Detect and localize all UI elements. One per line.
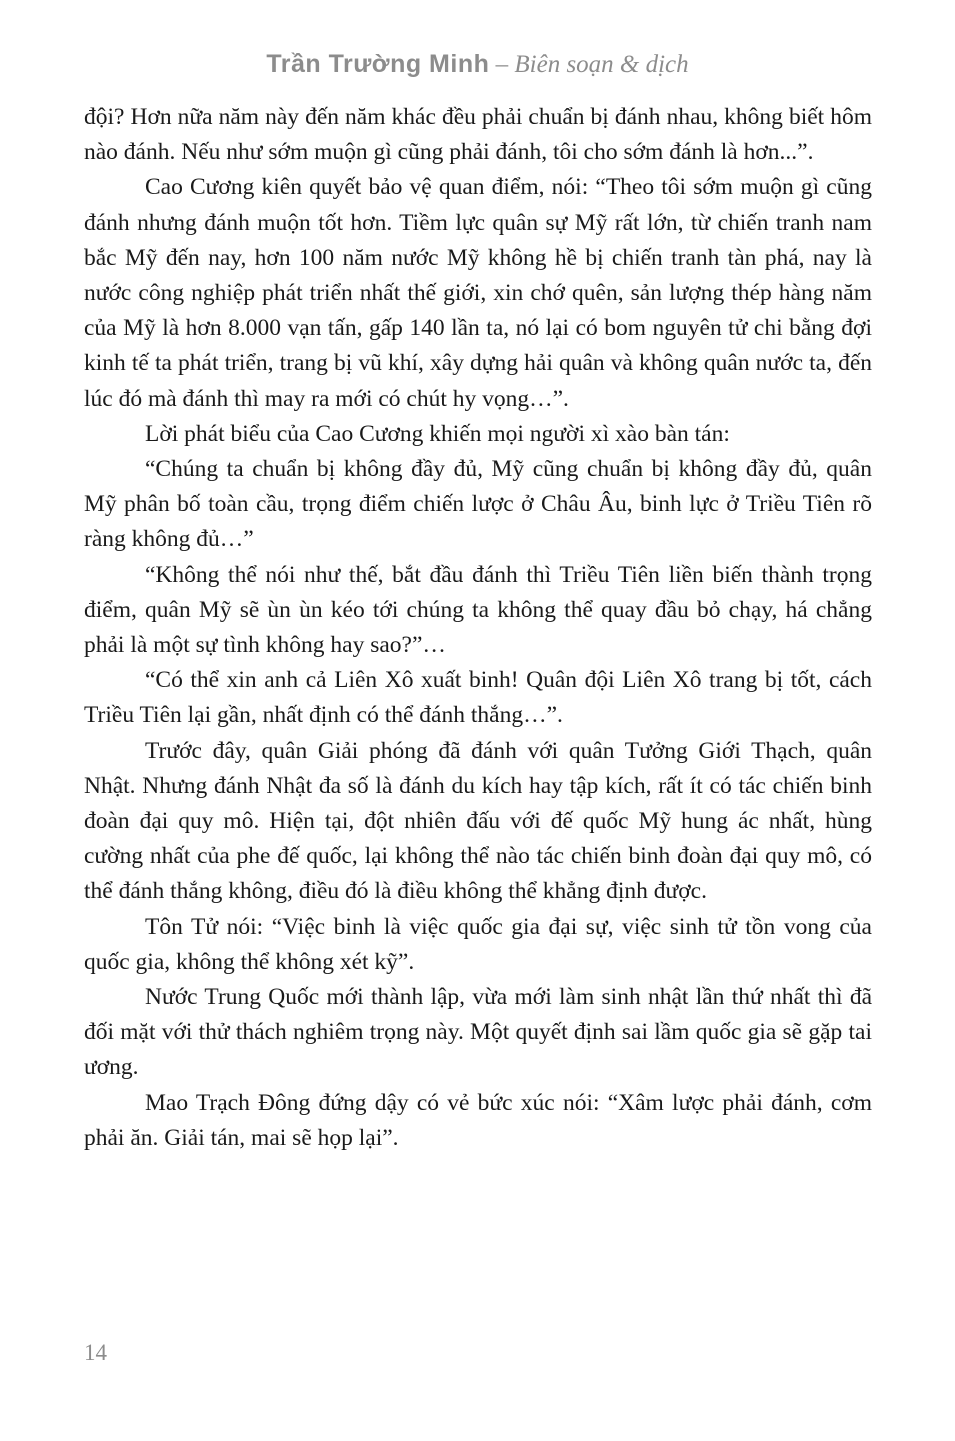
paragraph: Tôn Tử nói: “Việc binh là việc quốc gia đại sự, việc sinh tử tồn vong của quốc gia, không thể không xét kỹ”.: [84, 913, 872, 975]
paragraph: “Có thể xin anh cả Liên Xô xuất binh! Quân đội Liên Xô trang bị tốt, cách Triều Tiên lại gần, nhất định có thể đánh thắng…”.: [84, 667, 872, 729]
running-header: [0, 44, 955, 85]
paragraph: Nước Trung Quốc mới thành lập, vừa mới làm sinh nhật lần thứ nhất thì đã đối mặt với thử thách nghiêm trọng này. Một quyết định sai lầm quốc gia sẽ gặp tai ương.: [84, 984, 872, 1081]
body-text: [84, 100, 872, 1156]
paragraph: Lời phát biểu của Cao Cương khiến mọi người xì xào bàn tán:: [145, 420, 730, 447]
paragraph: Mao Trạch Đông đứng dậy có vẻ bức xúc nói: “Xâm lược phải đánh, cơm phải ăn. Giải tán, mai sẽ họp lại”.: [84, 1089, 872, 1151]
paragraph: đội? Hơn nữa năm này đến năm khác đều phải chuẩn bị đánh nhau, không biết hôm nào đánh. Nếu như sớm muộn gì cũng phải đánh, tôi cho sớm đánh là hơn...”.: [84, 104, 872, 166]
paragraph: Trước đây, quân Giải phóng đã đánh với quân Tưởng Giới Thạch, quân Nhật. Nhưng đánh Nhật đa số là đánh du kích hay tập kích, rất ít có tác chiến binh đoàn đại quy mô. Hiện tại, đột nhiên đấu với đế quốc Mỹ hung ác nhất, hùng cường nhất của phe đế quốc, lại không thể nào tác chiến binh đoàn đại quy mô, có thể đánh thắng không, điều đó là điều không thể khẳng định được.: [84, 737, 872, 905]
header-role: Biên soạn & dịch: [514, 51, 689, 78]
header-separator: –: [495, 51, 509, 78]
page-number: 14: [84, 1340, 107, 1365]
paragraph: “Không thể nói như thế, bắt đầu đánh thì Triều Tiên liền biến thành trọng điểm, quân Mỹ sẽ ùn ùn kéo tới chúng ta không thể quay đầu bỏ chạy, há chẳng phải là một sự tình không hay sao?”…: [84, 561, 872, 659]
paragraph: “Chúng ta chuẩn bị không đầy đủ, Mỹ cũng chuẩn bị không đầy đủ, quân Mỹ phân bố toàn cầu, trọng điểm chiến lược ở Châu Âu, binh lực ở Triều Tiên rõ ràng không đủ…”: [84, 456, 872, 553]
paragraph: Cao Cương kiên quyết bảo vệ quan điểm, nói: “Theo tôi sớm muộn gì cũng đánh nhưng đánh muộn tốt hơn. Tiềm lực quân sự Mỹ rất lớn, từ chiến tranh nam bắc Mỹ đến nay, hơn 100 năm nước Mỹ không hề bị chiến tranh tàn phá, nay là nước công nghiệp phát triển nhất thế giới, xin chớ quên, sản lượng thép hàng năm của Mỹ là hơn 8.000 vạn tấn, gấp 140 lần ta, nó lại có bom nguyên tử chi bằng đợi kinh tế ta phát triển, trang bị vũ khí, xây dựng hải quân và không quân nước ta, đến lúc đó mà đánh thì may ra mới có chút hy vọng…”.: [84, 174, 872, 412]
header-author: Trần Trường Minh: [266, 50, 490, 78]
